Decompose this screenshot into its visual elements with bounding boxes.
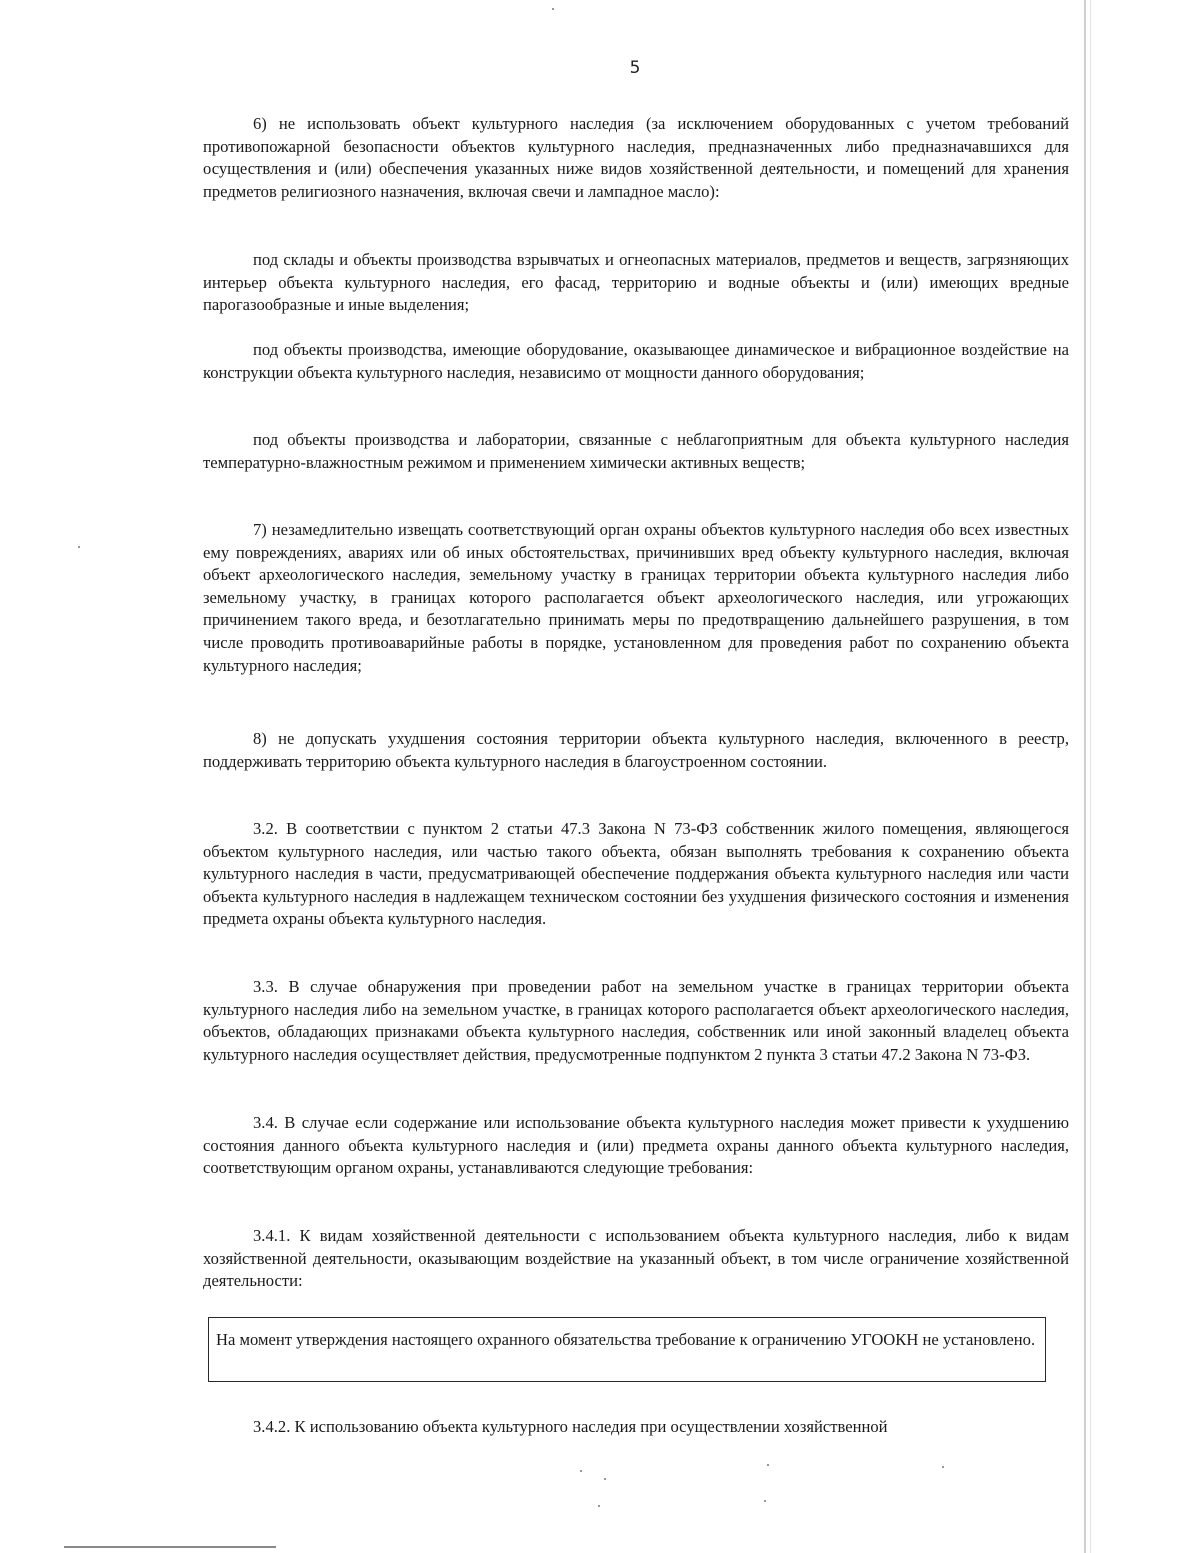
page-number: 5 [629,58,641,78]
paragraph-section-3-4-1: 3.4.1. К видам хозяйственной деятельности с использованием объекта культурного наследия, либо к видам хозяйственной деятельности, оказывающим воздействие на указанный объект, в том числе ограничение хозяйственной деятельности: [203,1226,1069,1291]
paragraph-laboratories: под объекты производства и лаборатории, связанные с неблагоприятным для объекта культурного наследия температурно-влажностным режимом и применением химически активных веществ; [203,430,1069,472]
scan-speck [942,1466,944,1468]
paragraph-warehouses: под склады и объекты производства взрывчатых и огнеопасных материалов, предметов и веществ, загрязняющих интерьер объекта культурного наследия, его фасад, территорию и водные объекты и (или) имеющих вредные парогазообразные и иные выделения; [203,250,1069,315]
scan-speck [552,8,554,10]
scan-speck [598,1505,600,1507]
notice-text: На момент утверждения настоящего охранного обязательства требование к ограничению УГООКН не установлено. [216,1330,1036,1349]
paragraph-item-7: 7) незамедлительно извещать соответствующий орган охраны объектов культурного наследия обо всех известных ему повреждениях, авариях или об иных обстоятельствах, причинивших вред объекту культурного наследия, включая объект археологического наследия, земельному участку в границах территории объекта культурного наследия либо земельному участку, в границах которого располагается объект археологического наследия, или угрожающих причинением такого вреда, и безотлагательно принимать меры по предотвращению дальнейшего разрушения, в том числе проводить противоаварийные работы в порядке, установленном для проведения работ по сохранению объекта культурного наследия; [203,520,1069,675]
scan-speck [767,1464,769,1466]
bottom-edge-line [64,1546,276,1548]
paragraph-production-equipment: под объекты производства, имеющие оборудование, оказывающее динамическое и вибрационное воздействие на конструкции объекта культурного наследия, независимо от мощности данного оборудования; [203,340,1069,382]
paragraph-section-3-2: 3.2. В соответствии с пунктом 2 статьи 47.3 Закона N 73-ФЗ собственник жилого помещения, являющегося объектом культурного наследия, или частью такого объекта, обязан выполнять требования к сохранению объекта культурного наследия в части, предусматривающей обеспечение поддержания объекта культурного наследия или части объекта культурного наследия в надлежащем техническом состоянии без ухудшения физического состояния и изменения предмета охраны объекта культурного наследия. [203,819,1069,929]
scan-speck [78,546,80,548]
paragraph-item-8: 8) не допускать ухудшения состояния территории объекта культурного наследия, включенного в реестр, поддерживать территорию объекта культурного наследия в благоустроенном состоянии. [203,729,1069,771]
scan-speck [580,1470,582,1472]
paragraph-item-6: 6) не использовать объект культурного наследия (за исключением оборудованных с учетом требований противопожарной безопасности объектов культурного наследия, предназначенных либо предназначавшихся для осуществления и (или) обеспечения указанных ниже видов хозяйственной деятельности, и помещений для хранения предметов религиозного назначения, включая свечи и лампадное масло): [203,114,1069,201]
scan-speck [604,1478,606,1480]
scan-speck [764,1500,766,1502]
paragraph-section-3-3: 3.3. В случае обнаружения при проведении работ на земельном участке в границах территории объекта культурного наследия либо на земельном участке, в границах которого располагается объект археологического наследия, объектов, обладающих признаками объекта культурного наследия, собственник или иной законный владелец объекта культурного наследия осуществляет действия, предусмотренные подпунктом 2 пункта 3 статьи 47.2 Закона N 73-ФЗ. [203,977,1069,1064]
notice-box [208,1317,1046,1382]
scan-edge-artifact-secondary [1090,0,1091,1553]
paragraph-section-3-4-2: 3.4.2. К использованию объекта культурного наследия при осуществлении хозяйственной [253,1417,888,1436]
scan-edge-artifact [1084,0,1086,1553]
paragraph-section-3-4: 3.4. В случае если содержание или использование объекта культурного наследия может привести к ухудшению состояния данного объекта культурного наследия и (или) предмета охраны данного объекта культурного наследия, соответствующим органом охраны, устанавливаются следующие требования: [203,1113,1069,1178]
